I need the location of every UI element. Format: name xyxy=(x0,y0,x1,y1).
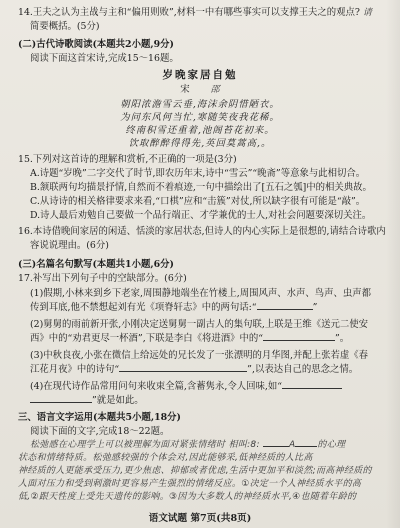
answer-blank[interactable] xyxy=(119,371,247,372)
lang-p1-line2: 状态和情绪特质。松弛感较强的个体会对,因此能够采,低神经质的人比高 xyxy=(18,453,313,463)
q17-s3-line1: (3)中秋良夜,小张在微信上给远处的兄长发了一张漂明的月华图,并配上张若虚《春 xyxy=(30,350,368,361)
poetry-instruction: 阅读下面这首宋诗,完成15～16题。 xyxy=(30,53,179,64)
q17-s4-line1 xyxy=(30,380,390,393)
poem-verse-4: 饮取醉醉得得先,英回莫蒿高,。 xyxy=(128,138,272,149)
q17-stem: 17.补写出下列句子中的空缺部分。(6分) xyxy=(18,273,187,284)
lang-p1-line1 xyxy=(30,439,390,452)
lang-p1-line3: 神经质的人更能承受压力,更少焦虑、抑郁或者优虑,生活中更加平和淡然;而高神经质的 xyxy=(18,466,372,476)
q17-s3-line2 xyxy=(30,363,390,376)
page-fold-shadow xyxy=(386,0,400,528)
q17-s1-text: 传到耳底,他不禁想起刘有光《项脊轩志》中的两句话:“ xyxy=(30,302,257,313)
lang-p1-line5: 低,②跟天性度上受先天遗传的影响。③因为大多数人的神经质水平,④也随着年龄的 xyxy=(18,492,357,502)
poem-verse-2: 为问东风何当忙,寒随笑夜我花稀。 xyxy=(120,112,280,123)
poetry-section-title: (二)古代诗歌阅读(本题共2小题,9分) xyxy=(18,39,174,50)
q15-option-d: D.诗人最后劝勉自己要做一个品行端正、才学兼优的士人,对社会问题要深切关注。 xyxy=(30,210,372,221)
q16-line1: 16.本诗借晚间家居的闲适、恬淡的家居状态,但诗人的内心实际上是很想的,请结合诗歌内 xyxy=(18,226,386,237)
answer-blank[interactable] xyxy=(263,340,335,341)
q17-s1-line1: (1)假期,小林来到乡下老家,周围静地端坐在竹楼上,周围风声、水声、鸟声、虫声都 xyxy=(30,288,371,299)
lang-p1-tail: 的心理 xyxy=(317,440,346,450)
answer-blank[interactable] xyxy=(282,388,342,389)
lang-instruction: 阅读下面的文字,完成18～22题。 xyxy=(30,426,170,437)
page-footer: 语文试题 第7页(共8页) xyxy=(148,513,252,524)
q17-s4-text: (4)在现代诗作品常用问句来收束全篇,含蓄隽永,令人回味,如“ xyxy=(30,381,283,392)
handwriting-note: 相叫:8: xyxy=(228,440,260,450)
lang-p1-text: 松弛感在心理学上可以被理解为面对紧张情绪时 xyxy=(30,440,226,450)
lang-p1-line4: 人面对压力和受到刺激时更容易产生强烈的情绪反应。①决定一个人神经质水平的高 xyxy=(18,479,362,489)
famous-section-title: (三)名篇名句默写(本题共1小题,6分) xyxy=(18,259,174,270)
poem-byline xyxy=(0,83,400,97)
lang-section-title: 三、语言文字运用(本题共5小题,18分) xyxy=(18,412,181,423)
poem-verse-1: 朝阳浓澹雪云垂,海沫余阴惜陋衣。 xyxy=(120,99,280,110)
q17-s2-line1: (2)舅舅的雨前新开张,小刚决定送舅舅一副古人的集句联,上联是王维《送元二使安 xyxy=(30,319,368,330)
q14-text: 14.王夫之认为主战与主和“偏用则败”,材料一中有哪些事实可以支撑王夫之的观点? xyxy=(18,7,360,18)
q16-line2: 容说说理由。(6分) xyxy=(30,240,109,251)
answer-blank[interactable] xyxy=(295,446,317,447)
q17-s2-text: 西》中的“劝君更尽一杯酒”,下联是李白《将进酒》中的“ xyxy=(30,333,263,344)
q17-s1-close: ” xyxy=(312,302,318,313)
q14-line1 xyxy=(18,6,390,20)
q15-option-a: A.诗题“岁晚”二字交代了时节,即农历年末,诗中“雪云”“晚斋”等意象与此相切合。 xyxy=(30,168,366,179)
q14-line2: 简要概括。(5分) xyxy=(30,21,100,32)
poem-verse-3: 终南积雪还重着,池阁苔花初来。 xyxy=(125,125,275,136)
answer-blank[interactable] xyxy=(263,446,289,447)
q14-tail: 请 xyxy=(362,8,373,18)
blank-label-a: A xyxy=(288,440,296,450)
q17-s3-close: ”,以表达自己的思念之情。 xyxy=(247,364,359,375)
q15-option-c: C.从诗诗的相关格律要求来看,“口棋”应和“击簇”对仗,所以缺字很有可能是“敲”。 xyxy=(30,196,366,207)
q15-option-b: B.颔联两句均描景抒情,自然而不着痕迹,一句中描绘出了[五石之瓠]中的相关典故。 xyxy=(30,182,372,193)
q17-s1-line2 xyxy=(30,301,390,314)
q17-s2-line2 xyxy=(30,332,390,345)
q15-stem: 15.下列对这首诗的理解和赏析,不正确的一项是(3分) xyxy=(18,154,237,165)
poem-dynasty: 宋 xyxy=(180,84,190,95)
q17-s4-close: ”就是如此。 xyxy=(92,395,144,406)
poem-title: 岁晚家居自勉 xyxy=(162,69,238,81)
poem-author: 邵 xyxy=(210,85,220,95)
answer-blank[interactable] xyxy=(30,402,92,403)
answer-blank[interactable] xyxy=(257,309,313,310)
q17-s2-close: ”。 xyxy=(335,333,350,344)
q17-s4-line2 xyxy=(30,394,390,407)
q17-s3-text: 江花月夜》中的诗句“ xyxy=(30,364,120,375)
